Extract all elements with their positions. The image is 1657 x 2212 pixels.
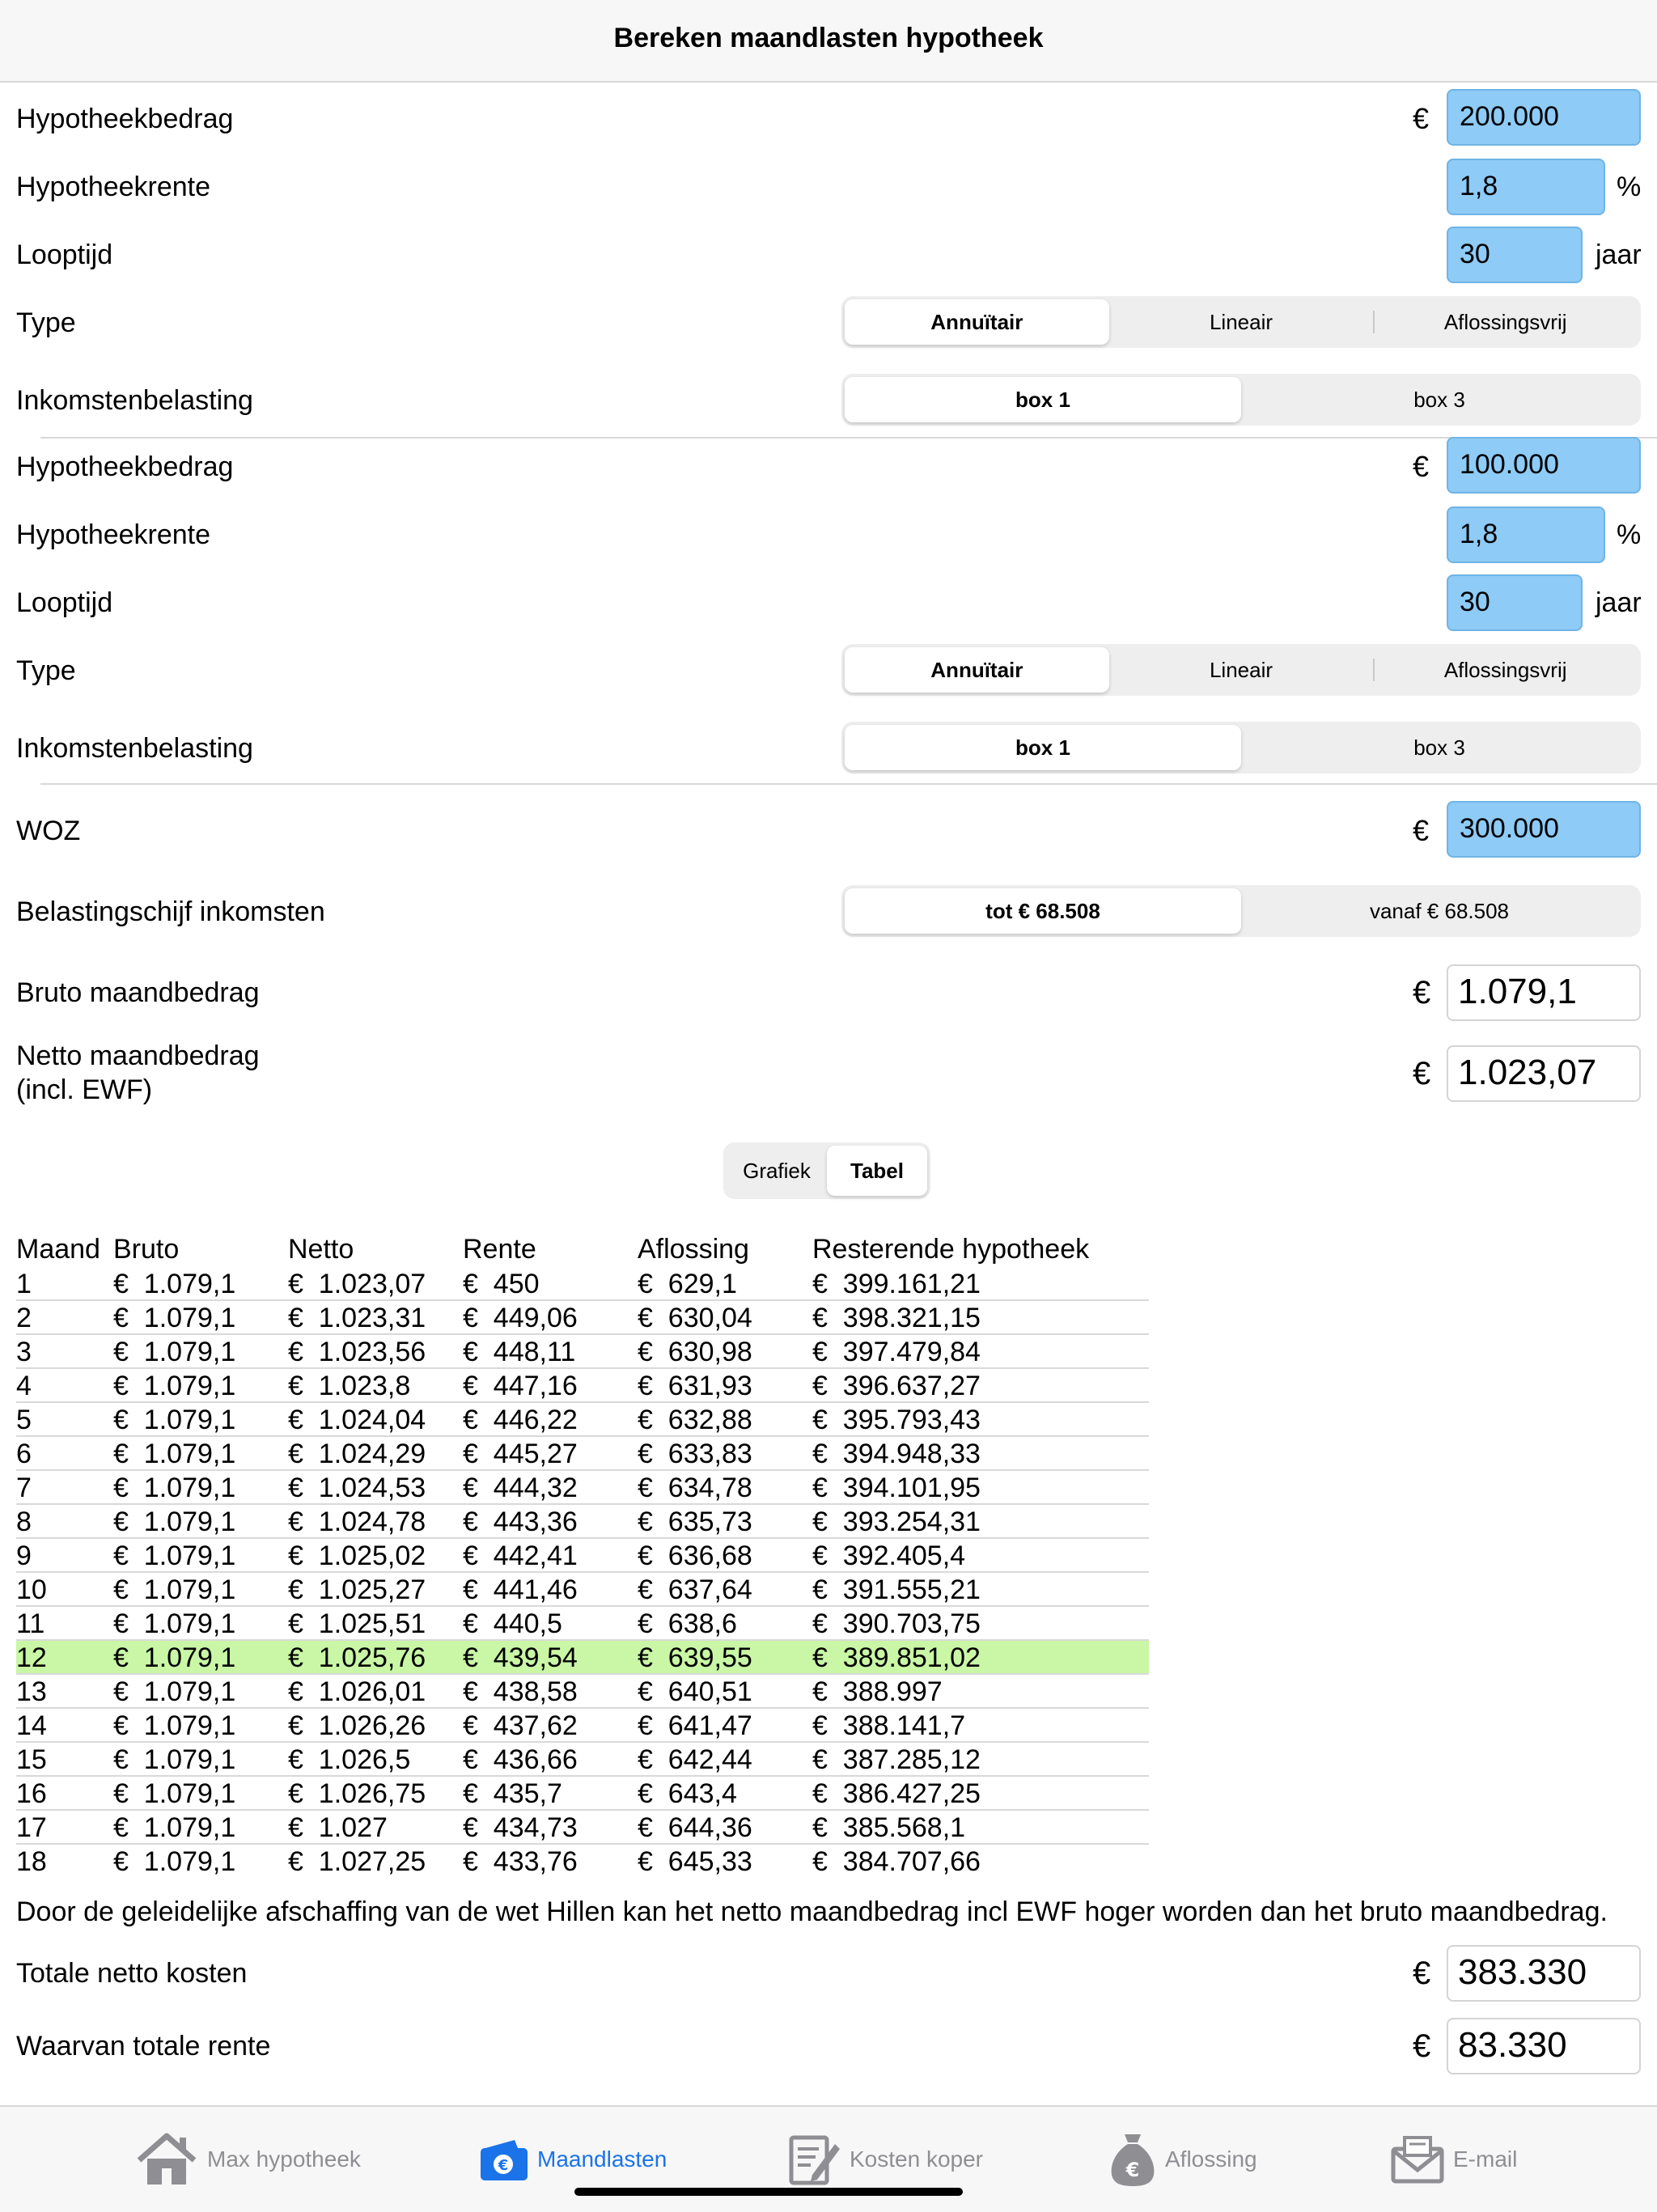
total-net-cost-label: Totale netto kosten	[16, 1958, 248, 1989]
cell-net: € 1.026,26	[288, 1710, 426, 1741]
table-row	[16, 1607, 1149, 1641]
cell-repayment: € 631,93	[638, 1371, 752, 1401]
table-row	[16, 1811, 1149, 1845]
table-row	[16, 1335, 1149, 1369]
type-option-lineair[interactable]: Lineair	[1209, 310, 1273, 334]
table-row	[16, 1675, 1149, 1709]
tab-label: E-mail	[1453, 2146, 1518, 2172]
cell-net: € 1.025,02	[288, 1540, 426, 1571]
table-row	[16, 1573, 1149, 1607]
cell-remaining: € 385.568,1	[812, 1812, 966, 1843]
bracket-option-below[interactable]: tot € 68.508	[845, 888, 1241, 934]
cell-month: 1	[16, 1269, 32, 1299]
tax-bracket-label: Belastingschijf inkomsten	[16, 896, 325, 927]
cell-remaining: € 388.997	[812, 1676, 943, 1707]
tax-option-box3[interactable]: box 3	[1413, 735, 1465, 760]
cell-repayment: € 629,1	[638, 1269, 737, 1299]
cell-remaining: € 386.427,25	[812, 1778, 981, 1809]
mortgage-amount-input-2[interactable]: 100.000	[1447, 437, 1641, 494]
cell-interest: € 447,16	[463, 1371, 578, 1401]
euro-symbol: €	[1413, 1956, 1431, 1991]
cell-gross: € 1.079,1	[113, 1778, 236, 1809]
cell-net: € 1.024,78	[288, 1506, 426, 1537]
cell-repayment: € 633,83	[638, 1439, 752, 1469]
cell-repayment: € 639,55	[638, 1642, 752, 1673]
page-title: Bereken maandlasten hypotheek	[613, 23, 1044, 53]
table-row	[16, 1845, 1149, 1879]
woz-input[interactable]: 300.000	[1447, 801, 1641, 858]
cell-gross: € 1.079,1	[113, 1405, 236, 1435]
cell-net: € 1.024,53	[288, 1473, 426, 1503]
cell-remaining: € 390.703,75	[812, 1608, 981, 1639]
type-segmented-control-2	[841, 644, 1641, 696]
cell-repayment: € 638,6	[638, 1608, 737, 1639]
cell-gross: € 1.079,1	[113, 1608, 236, 1639]
euro-symbol: €	[1413, 2028, 1431, 2064]
navigation-bar	[0, 0, 1657, 83]
tab-maandlasten[interactable]	[479, 2131, 667, 2188]
cell-month: 15	[16, 1744, 47, 1775]
type-option-annuitair[interactable]: Annuïtair	[845, 647, 1109, 693]
cell-gross: € 1.079,1	[113, 1303, 236, 1333]
cell-net: € 1.026,5	[288, 1744, 411, 1775]
info-note: Door de geleidelijke afschaffing van de wet Hillen kan het netto maandbedrag incl EWF hoger worden dan het bruto maandbedrag.	[16, 1896, 1608, 1927]
cell-repayment: € 644,36	[638, 1812, 752, 1843]
cell-net: € 1.027	[288, 1812, 388, 1843]
cell-remaining: € 387.285,12	[812, 1744, 981, 1775]
cell-month: 9	[16, 1540, 32, 1571]
tax-segmented-control-1	[841, 374, 1641, 426]
home-indicator	[574, 2188, 963, 2196]
cell-month: 7	[16, 1473, 32, 1503]
cell-remaining: € 396.637,27	[812, 1371, 981, 1401]
cell-repayment: € 632,88	[638, 1405, 752, 1435]
euro-symbol: €	[1413, 450, 1430, 483]
type-label-2: Type	[16, 655, 76, 686]
type-option-aflossingsvrij[interactable]: Aflossingsvrij	[1373, 299, 1638, 345]
cell-gross: € 1.079,1	[113, 1337, 236, 1367]
cell-month: 12	[16, 1642, 47, 1673]
tab-aflossing[interactable]	[1108, 2131, 1257, 2188]
percent-unit: %	[1617, 519, 1642, 550]
cell-gross: € 1.079,1	[113, 1506, 236, 1537]
tab-max-hypotheek[interactable]	[134, 2131, 361, 2188]
table-row	[16, 1709, 1149, 1743]
cell-net: € 1.023,8	[288, 1371, 411, 1401]
interest-rate-label-2: Hypotheekrente	[16, 519, 211, 550]
cell-interest: € 439,54	[463, 1642, 578, 1673]
cell-interest: € 449,06	[463, 1303, 578, 1333]
cell-repayment: € 637,64	[638, 1574, 752, 1605]
type-option-aflossingsvrij[interactable]: Aflossingsvrij	[1373, 647, 1638, 693]
years-unit: jaar	[1596, 239, 1642, 270]
type-option-lineair[interactable]: Lineair	[1209, 658, 1273, 682]
cell-month: 5	[16, 1405, 32, 1435]
cell-gross: € 1.079,1	[113, 1676, 236, 1707]
table-row	[16, 1301, 1149, 1335]
cell-net: € 1.023,07	[288, 1269, 426, 1299]
cell-repayment: € 643,4	[638, 1778, 737, 1809]
tab-label: Max hypotheek	[207, 2146, 361, 2172]
type-label-1: Type	[16, 307, 76, 338]
cell-repayment: € 641,47	[638, 1710, 752, 1741]
term-label-2: Looptijd	[16, 587, 113, 618]
tab-email[interactable]	[1390, 2131, 1517, 2188]
cell-month: 3	[16, 1337, 32, 1367]
cell-month: 11	[16, 1608, 45, 1639]
cell-interest: € 433,76	[463, 1846, 578, 1877]
cell-month: 2	[16, 1303, 32, 1333]
cell-interest: € 443,36	[463, 1506, 578, 1537]
envelope-icon	[1390, 2134, 1445, 2184]
cell-net: € 1.024,04	[288, 1405, 426, 1435]
tax-segmented-control-2	[841, 722, 1641, 773]
income-tax-label-2: Inkomstenbelasting	[16, 733, 253, 764]
table-row	[16, 1471, 1149, 1505]
cell-gross: € 1.079,1	[113, 1642, 236, 1673]
years-unit: jaar	[1596, 587, 1642, 618]
cell-gross: € 1.079,1	[113, 1710, 236, 1741]
view-toggle	[723, 1142, 930, 1199]
cell-repayment: € 634,78	[638, 1473, 752, 1503]
table-row	[16, 1267, 1149, 1301]
tab-label: Maandlasten	[537, 2146, 667, 2172]
tab-label: Kosten koper	[850, 2146, 983, 2172]
table-row	[16, 1641, 1149, 1675]
cell-interest: € 436,66	[463, 1744, 578, 1775]
cell-gross: € 1.079,1	[113, 1812, 236, 1843]
cell-repayment: € 630,98	[638, 1337, 752, 1367]
percent-unit: %	[1617, 172, 1642, 202]
cell-interest: € 437,62	[463, 1710, 578, 1741]
section-divider	[40, 783, 1657, 785]
cell-interest: € 446,22	[463, 1405, 578, 1435]
cell-month: 18	[16, 1846, 47, 1877]
mortgage-amount-input-1[interactable]: 200.000	[1447, 89, 1641, 146]
cell-interest: € 435,7	[463, 1778, 562, 1809]
bracket-option-above[interactable]: vanaf € 68.508	[1369, 899, 1510, 923]
table-body	[16, 1267, 1149, 1879]
cell-net: € 1.027,25	[288, 1846, 426, 1877]
cell-gross: € 1.079,1	[113, 1744, 236, 1775]
mortgage-amount-label-2: Hypotheekbedrag	[16, 451, 234, 482]
cell-interest: € 444,32	[463, 1473, 578, 1503]
cell-net: € 1.025,76	[288, 1642, 426, 1673]
cell-month: 10	[16, 1574, 47, 1605]
cell-gross: € 1.079,1	[113, 1439, 236, 1469]
table-row	[16, 1777, 1149, 1811]
tab-bar	[0, 2105, 1657, 2212]
net-monthly-sublabel: (incl. EWF)	[16, 1074, 153, 1105]
cell-interest: € 442,41	[463, 1540, 578, 1571]
tab-kosten-koper[interactable]	[788, 2131, 983, 2188]
cell-repayment: € 640,51	[638, 1676, 752, 1707]
house-icon	[134, 2131, 199, 2188]
cell-month: 14	[16, 1710, 47, 1741]
tab-label: Aflossing	[1165, 2146, 1257, 2172]
cell-month: 4	[16, 1371, 32, 1401]
column-header-gross: Bruto	[113, 1234, 180, 1265]
cell-remaining: € 395.793,43	[812, 1405, 981, 1435]
cell-remaining: € 389.851,02	[812, 1642, 981, 1673]
total-interest-value: 83.330	[1447, 2018, 1641, 2074]
cell-remaining: € 394.101,95	[812, 1473, 981, 1503]
cell-remaining: € 392.405,4	[812, 1540, 966, 1571]
table-row	[16, 1369, 1149, 1403]
section-divider	[40, 437, 1657, 439]
cell-net: € 1.025,51	[288, 1608, 426, 1639]
type-option-annuitair[interactable]: Annuïtair	[845, 299, 1109, 345]
term-label-1: Looptijd	[16, 239, 113, 270]
interest-rate-input-1[interactable]: 1,8	[1447, 159, 1605, 215]
svg-text:€: €	[1125, 2159, 1140, 2181]
cell-interest: € 448,11	[463, 1337, 576, 1367]
net-monthly-value: 1.023,07	[1447, 1045, 1641, 1102]
cell-net: € 1.025,27	[288, 1574, 426, 1605]
cell-interest: € 440,5	[463, 1608, 562, 1639]
view-option-table[interactable]: Tabel	[827, 1146, 927, 1196]
cell-interest: € 434,73	[463, 1812, 578, 1843]
cell-remaining: € 398.321,15	[812, 1303, 981, 1333]
euro-symbol: €	[1413, 102, 1430, 135]
cell-interest: € 445,27	[463, 1439, 578, 1469]
cell-remaining: € 384.707,66	[812, 1846, 981, 1877]
table-row	[16, 1505, 1149, 1539]
amortization-table	[16, 1227, 1149, 1879]
term-input-2[interactable]: 30	[1447, 574, 1583, 631]
tax-option-box3[interactable]: box 3	[1413, 388, 1465, 412]
term-input-1[interactable]: 30	[1447, 227, 1583, 283]
woz-label: WOZ	[16, 816, 81, 846]
cell-interest: € 441,46	[463, 1574, 578, 1605]
tax-option-box1[interactable]: box 1	[845, 377, 1241, 422]
interest-rate-input-2[interactable]: 1,8	[1447, 506, 1605, 563]
income-tax-label-1: Inkomstenbelasting	[16, 385, 253, 416]
cell-remaining: € 399.161,21	[812, 1269, 981, 1299]
view-option-chart[interactable]: Grafiek	[743, 1159, 811, 1183]
wallet-euro-icon	[479, 2137, 529, 2182]
cell-net: € 1.026,01	[288, 1676, 426, 1707]
table-row	[16, 1743, 1149, 1777]
cell-gross: € 1.079,1	[113, 1540, 236, 1571]
cell-month: 6	[16, 1439, 32, 1469]
document-edit-icon	[788, 2133, 841, 2186]
money-bag-euro-icon	[1108, 2131, 1157, 2188]
cell-remaining: € 388.141,7	[812, 1710, 966, 1741]
table-row	[16, 1437, 1149, 1471]
column-header-repayment: Aflossing	[638, 1234, 749, 1265]
tax-bracket-segmented-control	[841, 885, 1641, 937]
column-header-remaining: Resterende hypotheek	[812, 1234, 1090, 1265]
cell-repayment: € 645,33	[638, 1846, 752, 1877]
cell-remaining: € 391.555,21	[812, 1574, 981, 1605]
gross-monthly-label: Bruto maandbedrag	[16, 977, 260, 1008]
cell-repayment: € 635,73	[638, 1506, 752, 1537]
cell-remaining: € 394.948,33	[812, 1439, 981, 1469]
cell-remaining: € 397.479,84	[812, 1337, 981, 1367]
euro-symbol: €	[1413, 814, 1430, 847]
cell-gross: € 1.079,1	[113, 1574, 236, 1605]
cell-interest: € 438,58	[463, 1676, 578, 1707]
cell-gross: € 1.079,1	[113, 1371, 236, 1401]
column-header-interest: Rente	[463, 1234, 536, 1265]
cell-net: € 1.024,29	[288, 1439, 426, 1469]
column-header-net: Netto	[288, 1234, 354, 1265]
cell-net: € 1.023,56	[288, 1337, 426, 1367]
interest-rate-label-1: Hypotheekrente	[16, 172, 211, 202]
total-interest-label: Waarvan totale rente	[16, 2031, 271, 2062]
type-segmented-control-1	[841, 296, 1641, 348]
net-monthly-label: Netto maandbedrag	[16, 1040, 260, 1071]
cell-month: 13	[16, 1676, 47, 1707]
euro-symbol: €	[1413, 975, 1431, 1011]
table-header-row	[16, 1227, 1149, 1267]
cell-net: € 1.023,31	[288, 1303, 426, 1333]
cell-repayment: € 642,44	[638, 1744, 752, 1775]
cell-month: 16	[16, 1778, 47, 1809]
cell-month: 8	[16, 1506, 32, 1537]
gross-monthly-value: 1.079,1	[1447, 964, 1641, 1021]
cell-month: 17	[16, 1812, 47, 1843]
cell-interest: € 450	[463, 1269, 540, 1299]
tax-option-box1[interactable]: box 1	[845, 725, 1241, 770]
mortgage-amount-label-1: Hypotheekbedrag	[16, 104, 234, 134]
cell-repayment: € 630,04	[638, 1303, 752, 1333]
cell-repayment: € 636,68	[638, 1540, 752, 1571]
total-net-cost-value: 383.330	[1447, 1945, 1641, 2002]
cell-remaining: € 393.254,31	[812, 1506, 981, 1537]
cell-gross: € 1.079,1	[113, 1846, 236, 1877]
euro-symbol: €	[1413, 1056, 1431, 1091]
cell-gross: € 1.079,1	[113, 1473, 236, 1503]
table-row	[16, 1403, 1149, 1437]
column-header-month: Maand	[16, 1234, 100, 1265]
cell-net: € 1.026,75	[288, 1778, 426, 1809]
cell-gross: € 1.079,1	[113, 1269, 236, 1299]
svg-text:€: €	[498, 2157, 509, 2174]
table-row	[16, 1539, 1149, 1573]
